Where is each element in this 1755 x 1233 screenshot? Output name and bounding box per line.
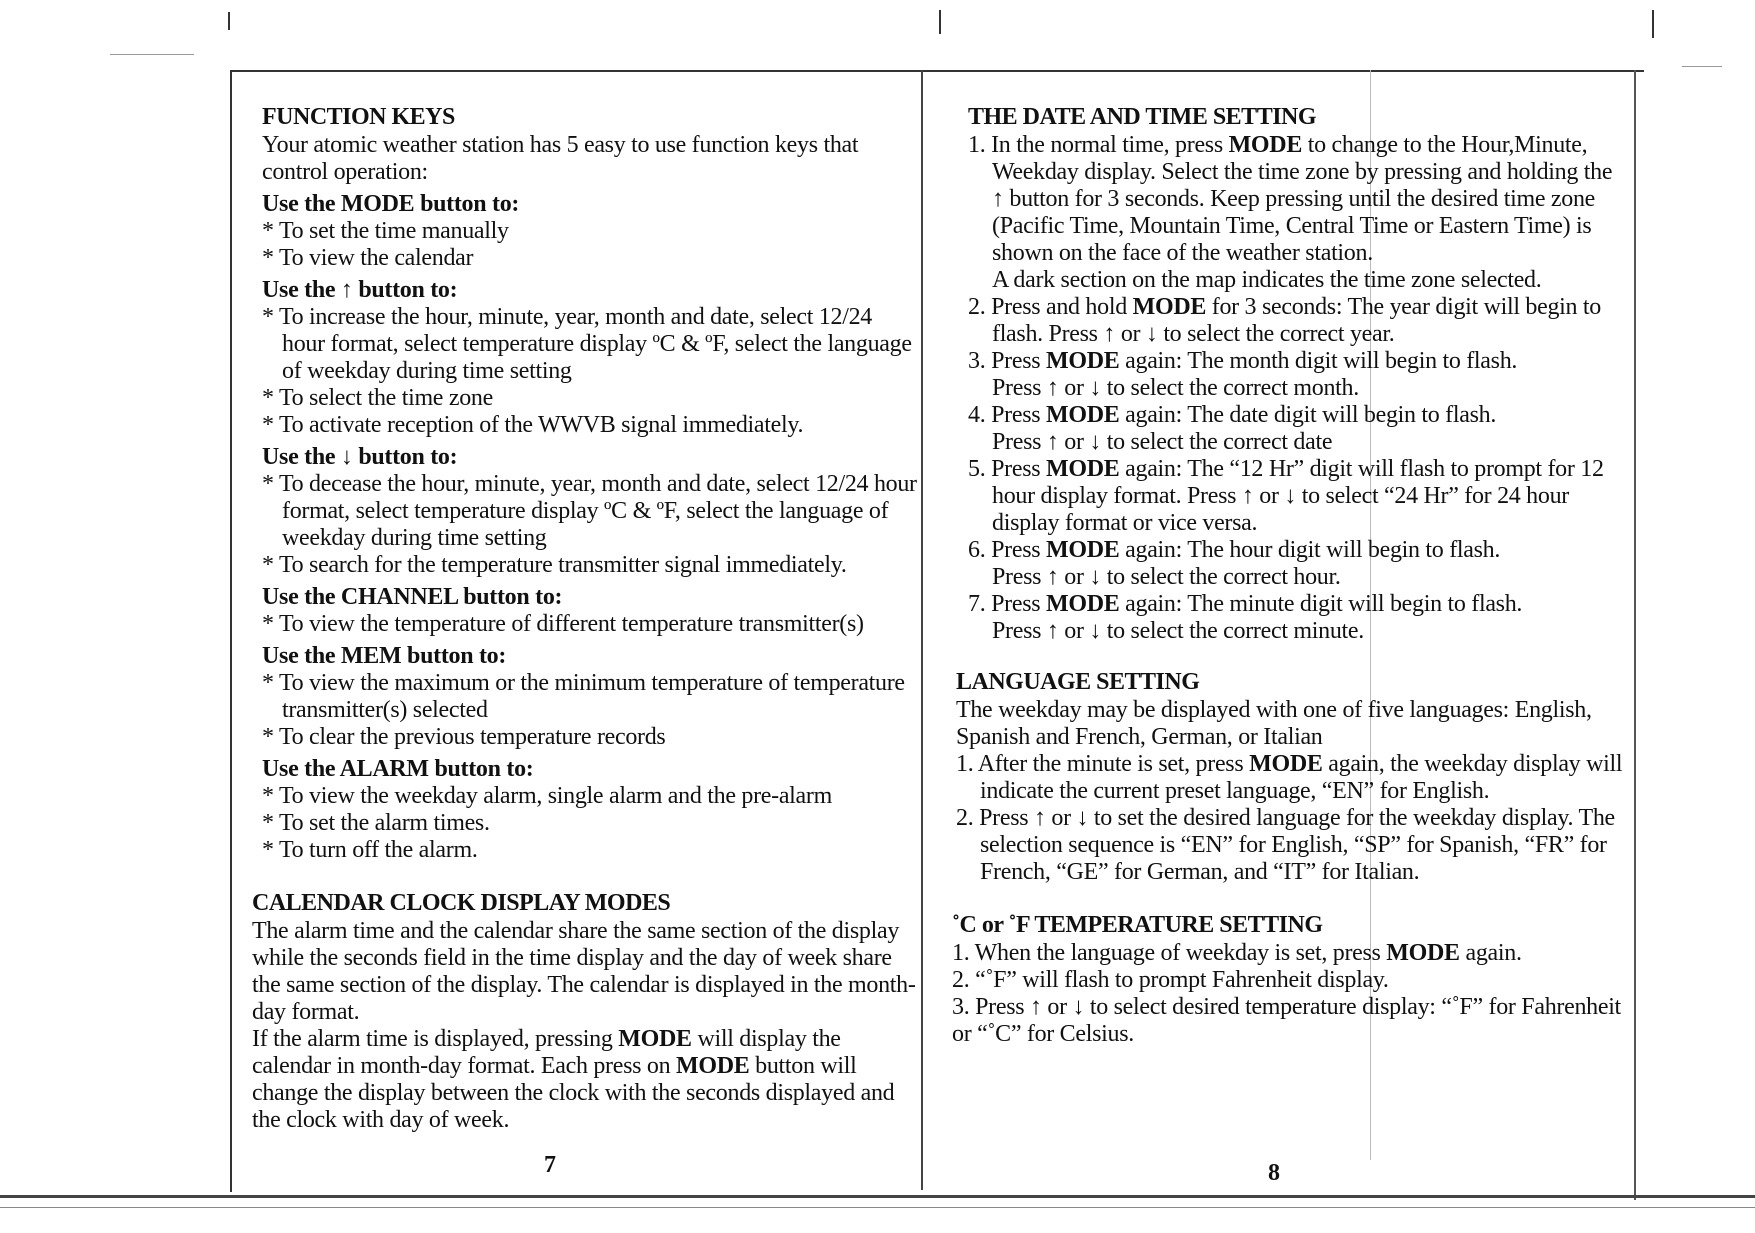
scan-tick-right [1652,10,1654,38]
down-button-title: Use the ↓ button to: [262,444,458,470]
date-time-step: 1. In the normal time, press MODE to change to the Hour,Minute, Weekday display. Select the time zone by pressing and holding the ↑ button for 3 seconds. Keep pressing until the desired time zone (Pacific Time, Mountain Time, Central Time or Eastern Time) is shown on the face of the weather station. [968,132,1613,266]
temperature-step: 3. Press ↑ or ↓ to select desired temperature display: “˚F” for Fahrenheit or “˚C” for Celsius. [952,994,1621,1047]
calendar-heading: CALENDAR CLOCK DISPLAY MODES [252,890,671,916]
page-right-rule [1634,70,1636,1200]
language-intro: The weekday may be displayed with one of five languages: English, Spanish and French, German, or Italian [956,697,1592,750]
language-heading: LANGUAGE SETTING [956,669,1200,695]
bullet-item: * To view the maximum or the minimum temperature of temperature transmitter(s) selected [262,670,905,723]
date-time-step: 7. Press MODE again: The minute digit will begin to flash. [968,591,1523,617]
date-time-step-note: Press ↑ or ↓ to select the correct month. [992,375,1359,401]
language-step: 2. Press ↑ or ↓ to set the desired language for the weekday display. The selection sequence is “EN” for English, “SP” for Spanish, “FR” for French, “GE” for German, and “IT” for Italian. [956,805,1615,885]
page-bottom-rule [0,1195,1755,1198]
bullet-item: * To clear the previous temperature records [262,724,666,750]
mem-button-title: Use the MEM button to: [262,643,507,669]
bullet-item: * To search for the temperature transmitter signal immediately. [262,552,847,578]
temperature-step: 2. “˚F” will flash to prompt Fahrenheit display. [952,967,1389,993]
calendar-para-2: If the alarm time is displayed, pressing MODE will display the calendar in month-day format. Each press on MODE button will change the display between the clock with the seconds displayed and the clock with day of week. [252,1026,895,1133]
date-time-step: 3. Press MODE again: The month digit will begin to flash. [968,348,1518,374]
channel-button-title: Use the CHANNEL button to: [262,584,563,610]
bullet-item: * To select the time zone [262,385,493,411]
page-number-left: 7 [544,1152,556,1178]
bullet-item: * To view the weekday alarm, single alarm and the pre-alarm [262,783,832,809]
bullet-item: * To turn off the alarm. [262,837,478,863]
date-time-step: 4. Press MODE again: The date digit will begin to flash. [968,402,1497,428]
date-time-step-note: Press ↑ or ↓ to select the correct date [992,429,1333,455]
date-time-step: 6. Press MODE again: The hour digit will begin to flash. [968,537,1501,563]
function-keys-heading: FUNCTION KEYS [262,104,455,130]
date-time-step-note: A dark section on the map indicates the time zone selected. [992,267,1542,293]
alarm-button-title: Use the ALARM button to: [262,756,534,782]
date-time-step-note: Press ↑ or ↓ to select the correct hour. [992,564,1341,590]
bullet-item: * To set the time manually [262,218,509,244]
calendar-section [248,890,918,1134]
function-keys-section [248,104,918,864]
scan-tick-center [939,10,941,34]
bullet-item: * To set the alarm times. [262,810,490,836]
scan-tick-left [228,12,230,30]
date-time-step: 2. Press and hold MODE for 3 seconds: The year digit will begin to flash. Press ↑ or ↓ to select the correct year. [968,294,1602,347]
temperature-step: 1. When the language of weekday is set, press MODE again. [952,940,1522,966]
date-time-heading: THE DATE AND TIME SETTING [968,104,1317,130]
mode-button-title: Use the MODE button to: [262,191,520,217]
bullet-item: * To decease the hour, minute, year, month and date, select 12/24 hour format, select temperature display ºC & ºF, select the language of weekday during time setting [262,471,917,551]
temperature-section [952,912,1624,1048]
scan-line-top-right [1682,66,1722,67]
scan-line-top-left [110,54,194,55]
bullet-item: * To view the temperature of different temperature transmitter(s) [262,611,864,637]
date-time-step-note: Press ↑ or ↓ to select the correct minute. [992,618,1364,644]
right-page [952,104,1624,1048]
language-section [952,669,1624,886]
page-divider [921,70,923,1190]
bullet-item: * To activate reception of the WWVB signal immediately. [262,412,804,438]
bullet-item: * To increase the hour, minute, year, month and date, select 12/24 hour format, select temperature display ºC & ºF, select the language of weekday during time setting [262,304,912,384]
temperature-heading: ˚C or ˚F TEMPERATURE SETTING [952,912,1323,938]
calendar-para-1: The alarm time and the calendar share the same section of the display while the seconds field in the time display and the day of week share the same section of the display. The calendar is displayed in the month-day format. [252,918,916,1025]
date-time-section [952,104,1624,645]
date-time-step: 5. Press MODE again: The “12 Hr” digit will flash to prompt for 12 hour display format. Press ↑ or ↓ to select “24 Hr” for 24 hour display format or vice versa. [968,456,1604,536]
language-step: 1. After the minute is set, press MODE again, the weekday display will indicate the current preset language, “EN” for English. [956,751,1623,804]
up-button-title: Use the ↑ button to: [262,277,458,303]
page-number-right: 8 [1268,1160,1280,1186]
page-bottom-rule-faint [0,1207,1755,1208]
function-keys-intro: Your atomic weather station has 5 easy to use function keys that control operation: [262,132,859,185]
left-page [248,104,918,1134]
bullet-item: * To view the calendar [262,245,474,271]
